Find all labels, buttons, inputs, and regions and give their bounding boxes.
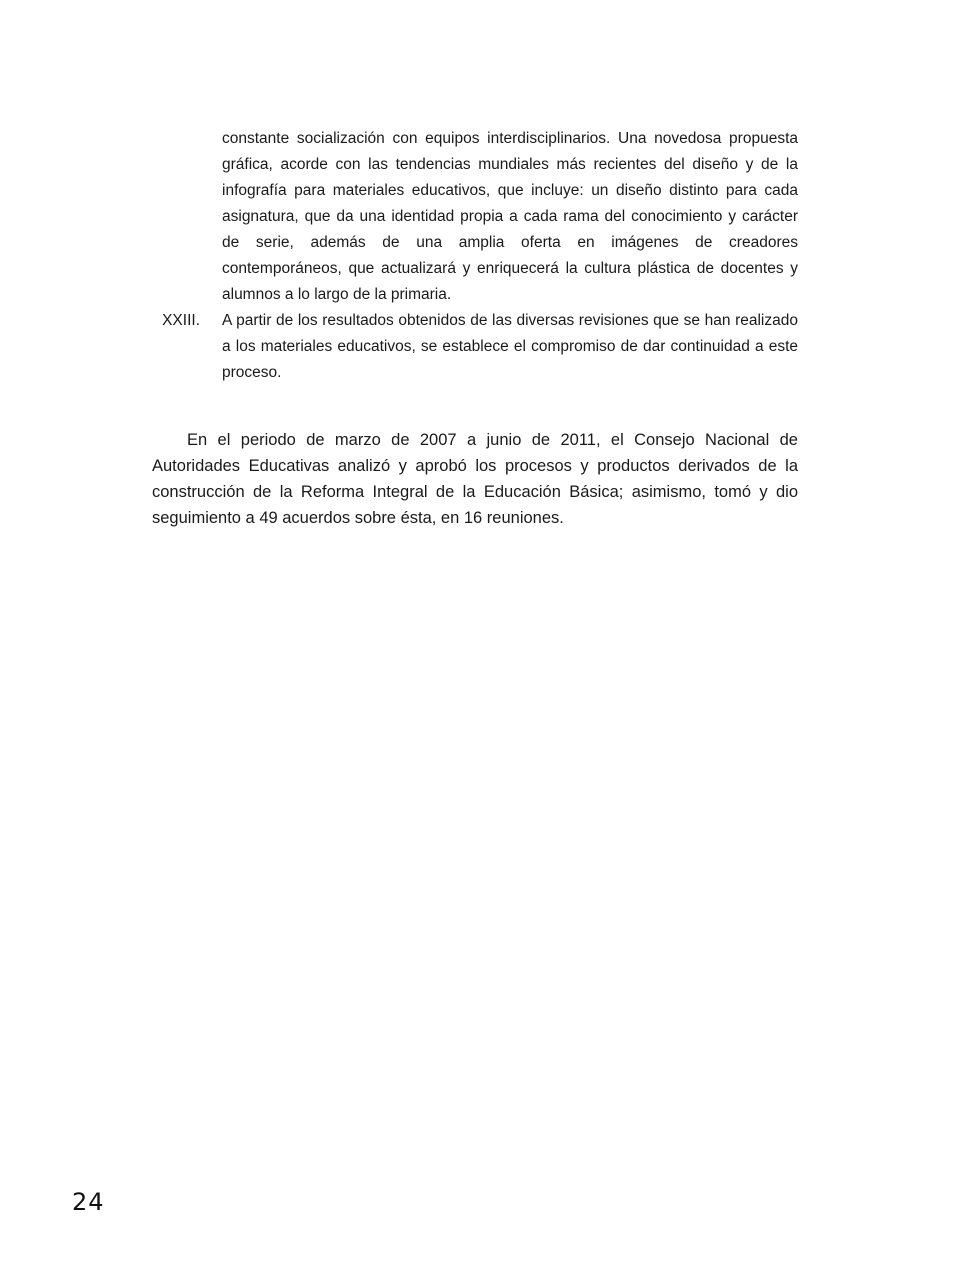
list-item-number: XXIII. (162, 312, 200, 329)
body-paragraph: En el periodo de marzo de 2007 a junio de 2011, el Consejo Nacional de Autoridades Educativas analizó y aprobó los procesos y productos derivados de la construcción de la Reforma Integral de la Educación Básica; asimismo, tomó y dio seguimiento a 49 acuerdos sobre ésta, en 16 reuniones. (152, 430, 798, 527)
list-item (152, 308, 798, 386)
numbered-list (152, 126, 798, 386)
list-item-continuation: constante socialización con equipos interdisciplinarios. Una novedosa propuesta gráfica, acorde con las tendencias mundiales más recientes del diseño y de la infografía para materiales educativos, que incluye: un diseño distinto para cada asignatura, que da una identidad propia a cada rama del conocimiento y carácter de serie, además de una amplia oferta en imágenes de creadores contemporáneos, que actualizará y enriquecerá la cultura plástica de docentes y alumnos a lo largo de la primaria. (222, 130, 798, 303)
list-item-text: A partir de los resultados obtenidos de las diversas revisiones que se han realizado a los materiales educativos, se establece el compromiso de dar continuidad a este proceso. (222, 312, 798, 381)
page-number: 24 (72, 1188, 105, 1216)
